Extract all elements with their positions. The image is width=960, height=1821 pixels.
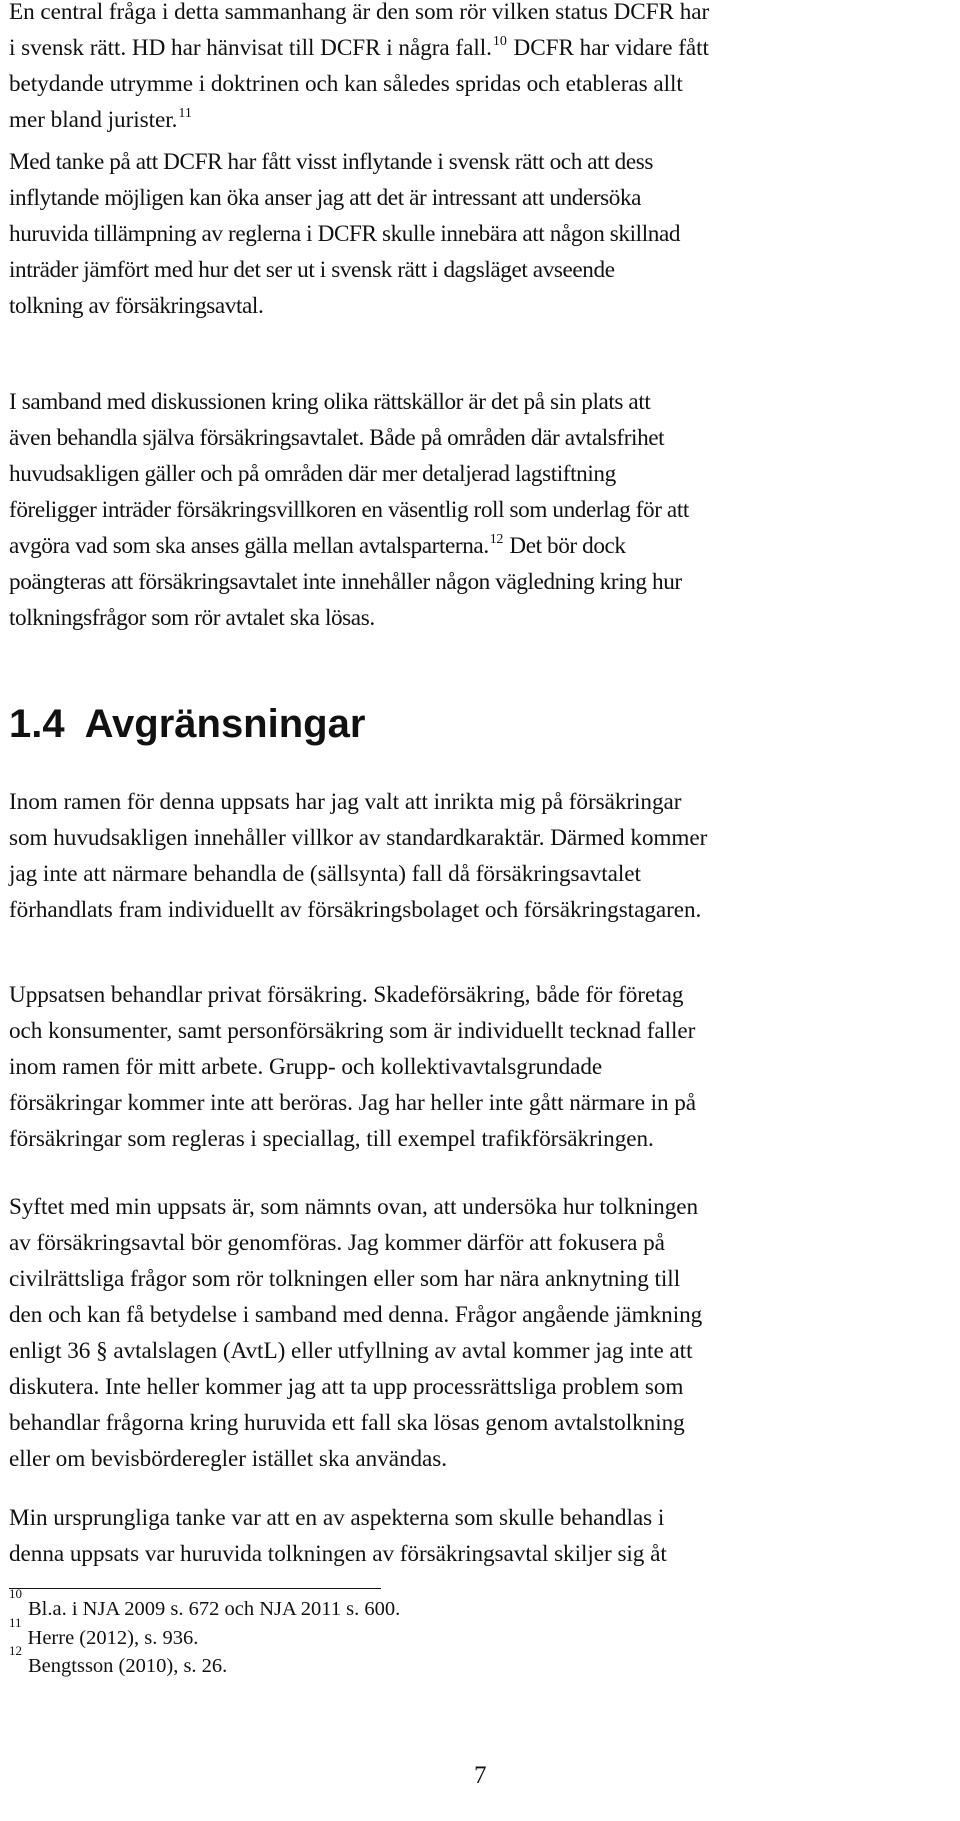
footnote-number: 12 xyxy=(9,1643,22,1659)
text-line xyxy=(9,528,944,564)
text-line: försäkringar som regleras i speciallag, till exempel trafikförsäkringen. xyxy=(9,1126,654,1152)
section-title: Avgränsningar xyxy=(84,702,366,746)
text-line: I samband med diskussionen kring olika rättskällor är det på sin plats att xyxy=(9,389,651,415)
text-line xyxy=(9,30,944,66)
text-line: diskutera. Inte heller kommer jag att ta upp processrättsliga problem som xyxy=(9,1374,684,1400)
footnote-text: Bengtsson (2010), s. 26. xyxy=(28,1655,228,1677)
text-segment: avgöra vad som ska anses gälla mellan avtalsparterna. xyxy=(9,533,489,559)
footnotes xyxy=(9,1586,709,1681)
text-line: huvudsakligen gäller och på områden där mer detaljerad lagstiftning xyxy=(9,461,616,487)
text-line: Min ursprungliga tanke var att en av aspekterna som skulle behandlas i xyxy=(9,1505,665,1531)
text-line: av försäkringsavtal bör genomföras. Jag kommer därför att fokusera på xyxy=(9,1230,665,1256)
text-line: som huvudsakligen innehåller villkor av standardkaraktär. Därmed kommer xyxy=(9,825,708,851)
text-line: även behandla själva försäkringsavtalet. Både på områden där avtalsfrihet xyxy=(9,425,665,451)
paragraph-insurance-contract xyxy=(9,384,944,636)
footnote-number: 11 xyxy=(9,1614,22,1630)
text-line: inom ramen för mitt arbete. Grupp- och kollektivavtalsgrundade xyxy=(9,1054,603,1080)
paragraph-dcfr-influence xyxy=(9,144,944,324)
paragraph-dcfr-status xyxy=(9,0,944,138)
text-line xyxy=(9,102,944,138)
text-segment: DCFR har vidare fått xyxy=(513,35,709,61)
text-line: poängteras att försäkringsavtalet inte innehåller någon vägledning kring hur xyxy=(9,569,682,595)
text-line: betydande utrymme i doktrinen och kan således spridas och etableras allt xyxy=(9,71,683,97)
text-line: tolkning av försäkringsavtal. xyxy=(9,293,264,319)
section-number: 1.4 xyxy=(9,702,65,746)
text-segment: i svensk rätt. HD har hänvisat till DCFR i några fall. xyxy=(9,35,492,61)
text-line: huruvida tillämpning av reglerna i DCFR skulle innebära att någon skillnad xyxy=(9,221,681,247)
footnote-separator xyxy=(9,1588,381,1589)
text-line: Inom ramen för denna uppsats har jag valt att inrikta mig på försäkringar xyxy=(9,789,682,815)
text-line: förhandlats fram individuellt av försäkringsbolaget och försäkringstagaren. xyxy=(9,897,702,923)
text-line: civilrättsliga frågor som rör tolkningen eller som har nära anknytning till xyxy=(9,1266,681,1292)
text-segment: Det bör dock xyxy=(509,533,626,559)
paragraph-scope-standard-terms xyxy=(9,784,944,928)
footnote-reference[interactable]: 12 xyxy=(489,532,503,547)
footnote-text: Herre (2012), s. 936. xyxy=(27,1626,199,1649)
section-heading xyxy=(9,698,365,750)
footnote-text: Bl.a. i NJA 2009 s. 672 och NJA 2011 s. 600. xyxy=(28,1598,401,1620)
text-line: försäkringar kommer inte att beröras. Jag har heller inte gått närmare in på xyxy=(9,1090,697,1116)
footnote-number: 10 xyxy=(9,1586,22,1602)
text-line: inträder jämfört med hur det ser ut i svensk rätt i dagsläget avseende xyxy=(9,257,615,283)
text-line: Uppsatsen behandlar privat försäkring. Skadeförsäkring, både för företag xyxy=(9,982,684,1008)
text-line: Syftet med min uppsats är, som nämnts ovan, att undersöka hur tolkningen xyxy=(9,1194,699,1220)
text-line: och konsumenter, samt personförsäkring som är individuellt tecknad faller xyxy=(9,1018,696,1044)
text-line: Med tanke på att DCFR har fått visst inflytande i svensk rätt och att dess xyxy=(9,149,653,175)
text-line: inflytande möjligen kan öka anser jag att det är intressant att undersöka xyxy=(9,185,642,211)
text-line: den och kan få betydelse i samband med denna. Frågor angående jämkning xyxy=(9,1302,703,1328)
text-line: enligt 36 § avtalslagen (AvtL) eller utfyllning av avtal kommer jag inte att xyxy=(9,1338,693,1364)
paragraph-original-idea xyxy=(9,1500,944,1572)
paragraph-private-insurance xyxy=(9,977,944,1157)
text-line: denna uppsats var huruvida tolkningen av försäkringsavtal skiljer sig åt xyxy=(9,1541,667,1567)
text-line: behandlar frågorna kring huruvida ett fall ska lösas genom avtalstolkning xyxy=(9,1410,685,1436)
text-segment: mer bland jurister. xyxy=(9,107,178,133)
footnote-reference[interactable]: 11 xyxy=(178,106,192,121)
footnote-11 xyxy=(9,1614,709,1653)
footnote-reference[interactable]: 10 xyxy=(492,34,507,49)
text-line: En central fråga i detta sammanhang är den som rör vilken status DCFR har xyxy=(9,0,710,25)
text-line: tolkningsfrågor som rör avtalet ska lösas. xyxy=(9,605,375,631)
paragraph-purpose xyxy=(9,1189,944,1477)
footnote-10 xyxy=(9,1586,709,1624)
page-number: 7 xyxy=(474,1762,487,1789)
text-line: eller om bevisbörderegler istället ska användas. xyxy=(9,1446,448,1472)
text-line: föreligger inträder försäkringsvillkoren en väsentlig roll som underlag för att xyxy=(9,497,689,523)
text-line: jag inte att närmare behandla de (sällsynta) fall då försäkringsavtalet xyxy=(9,861,641,887)
footnote-12 xyxy=(9,1643,709,1681)
